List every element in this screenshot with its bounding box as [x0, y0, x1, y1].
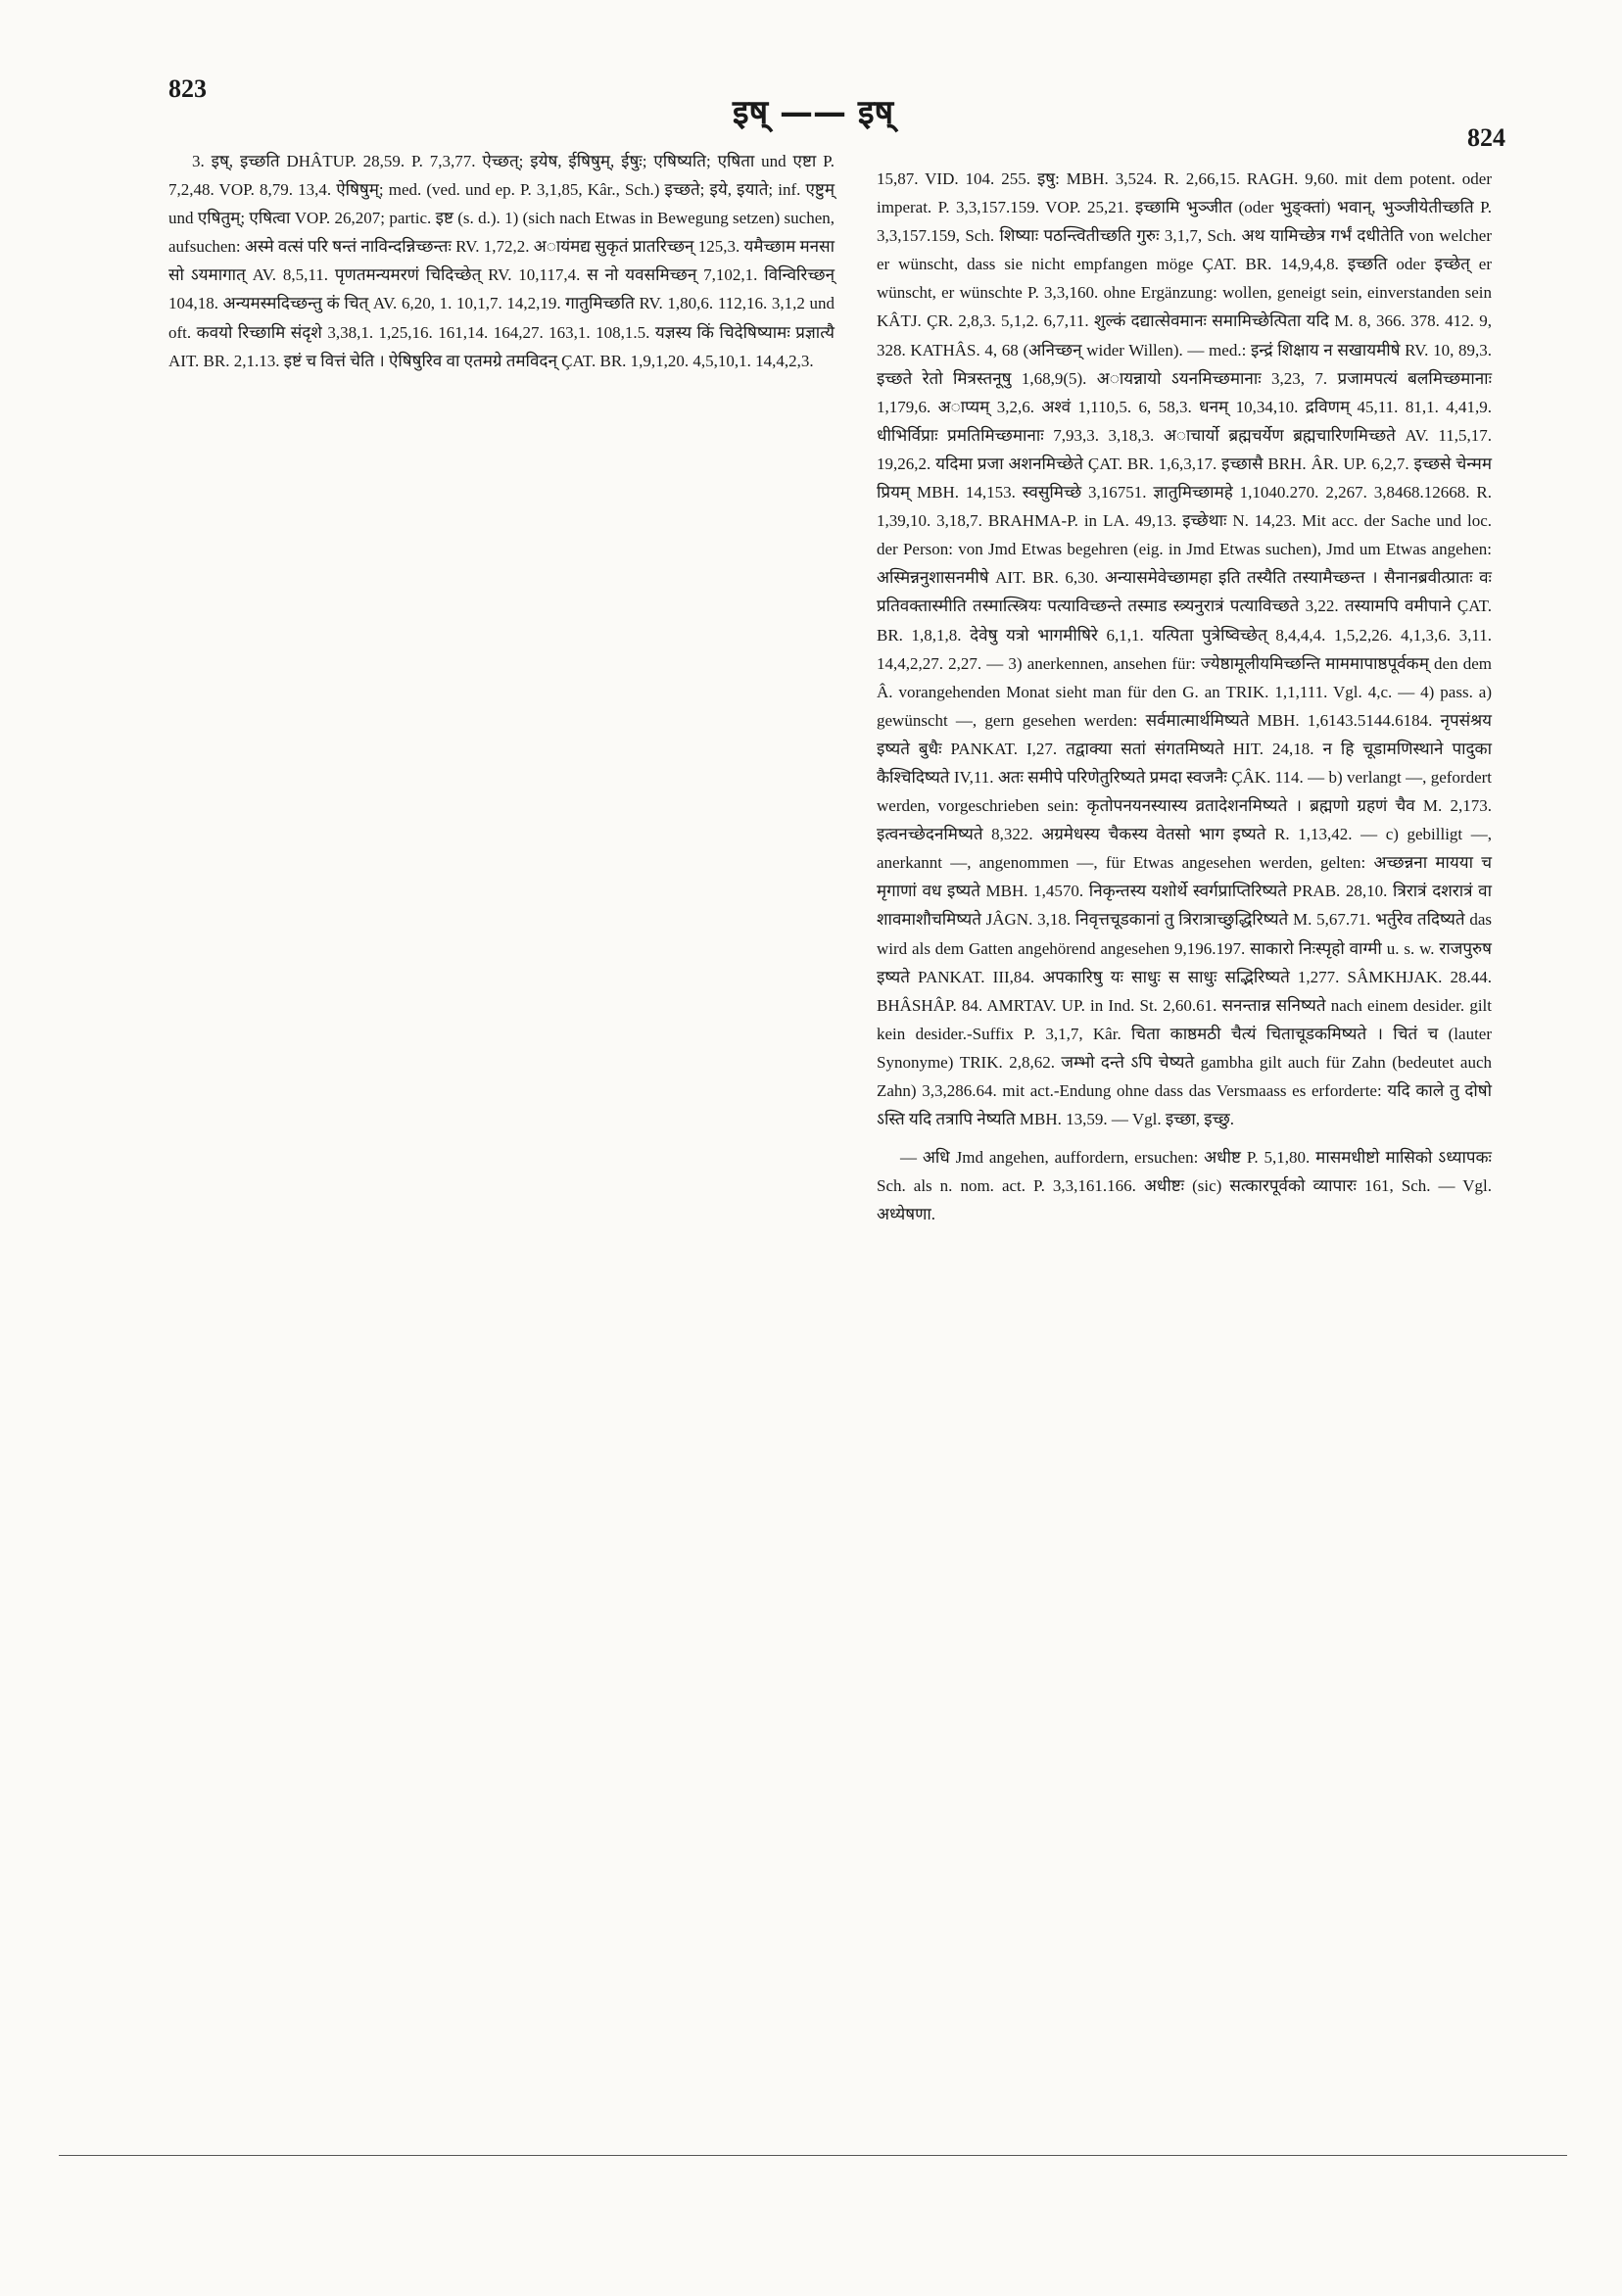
footer-rule — [59, 2155, 1567, 2156]
page-number-right: 824 — [1467, 123, 1505, 152]
page-number-left: 823 — [168, 74, 207, 103]
entry-paragraph: — अधि Jmd angehen, auffordern, ersuchen: अधीष्ट P. 5,1,80. मासमधीष्टो मासिको ऽध्यापकः Sch. als n. nom. act. P. 3,3,161.166. अधीष्टः (sic) सत्कारपूर्वको व्यापारः 161, Sch. — Vgl. अध्येषणा. — [877, 1148, 1492, 1224]
entry-paragraph: 15,87. VID. 104. 255. इषु: MBH. 3,524. R. 2,66,15. RAGH. 9,60. mit dem potent. oder imperat. P. 3,3,157.159. VOP. 25,21. इच्छामि भुञ्जीत (oder भुङ्क्तां) भवान्, भुञ्जीयेतीच्छति P. 3,3,157.159, Sch. शिष्याः पठन्त्वितीच्छति गुरुः 3,1,7, Sch. अथ यामिच्छेत्र गर्भं दधीतेति von welcher er wünscht, dass sie nicht empfangen möge ÇAT. BR. 14,9,4,8. इच्छति oder इच्छेत् er wünscht, er wünschte P. 3,3,160. ohne Ergänzung: wollen, geneigt sein, einverstanden sein KÂTJ. ÇR. 2,8,3. 5,1,2. 6,7,11. शुल्कं दद्यात्सेवमानः समामिच्छेत्पिता यदि M. 8, 366. 378. 412. 9, 328. KATHÂS. 4, 68 (अनिच्छन् wider Willen). — med.: इन्द्रं शिक्षाय न सखायमीषे RV. 10, 89,3. इच्छते रेतो मित्रस्तनूषु 1,68,9(5). अायन्नायो ऽयनमिच्छमानाः 3,23, 7. प्रजामपत्यं बलमिच्छमानाः 1,179,6. अाप्यम् 3,2,6. अश्वं 1,110,5. 6, 58,3. धनम् 10,34,10. द्रविणम् 45,11. 81,1. 4,41,9. धीभिर्विप्राः प्रमतिमिच्छमानाः 7,93,3. 3,18,3. अाचार्यो ब्रह्मचर्येण ब्रह्मचारिणमिच्छते AV. 11,5,17. 19,26,2. यदिमा प्रजा अशनमिच्छेते ÇAT. BR. 1,6,3,17. इच्छासै BRH. ÂR. UP. 6,2,7. इच्छसे चेन्मम प्रियम् MBH. 14,153. स्वसुमिच्छे 3,16751. ज्ञातुमिच्छामहे 1,1040.270. 2,267. 3,8468.12668. R. 1,39,10. 3,18,7. BRAHMA-P. in LA. 49,13. इच्छेथाः N. 14,23. Mit acc. der Sache und loc. der Person: von Jmd Etwas begehren (eig. in Jmd Etwas suchen), Jmd um Etwas angehen: अस्मिन्ननुशासनमीषे AIT. BR. 6,30. अन्यासमेवेच्छामहा इति तस्यैति तस्यामैच्छन्त । सैनानब्रवीत्प्रातः वः प्रतिवक्तास्मीति तस्मात्स्त्रियः पत्याविच्छन्ते तस्माड स्त्र्यनुरात्रं पत्याविच्छते 3,22. तस्यामपि वमीपाने ÇAT. BR. 1,8,1,8. देवेषु यत्रो भागमीषिरे 6,1,1. यत्पिता पुत्रेष्विच्छेत् 8,4,4,4. 1,5,2,26. 4,1,3,6. 3,11. 14,4,2,27. 2,27. — 3) anerkennen, ansehen für: ज्येष्ठामूलीयमिच्छन्ति माममापाष्ठपूर्वकम् den dem Â. vorangehenden Monat sieht man für den G. an TRIK. 1,1,111. Vgl. 4,c. — 4) pass. a) gewünscht —, gern gesehen werden: सर्वमात्मार्थमिष्यते MBH. 1,6143.5144.6184. नृपसंश्रय इष्यते बुधैः PANKAT. I,27. तद्वाक्या सतां संगतमिष्यते HIT. 24,18. न हि चूडामणिस्थाने पादुका कैश्चिदिष्यते IV,11. अतः समीपे परिणेतुरिष्यते प्रमदा स्वजनैः ÇÂK. 114. — b) verlangt —, gefordert werden, vorgeschrieben sein: कृतोपनयनस्यास्य व्रतादेशनमिष्यते । ब्रह्मणो ग्रहणं चैव M. 2,173. इत्वनच्छेदनमिष्यते 8,322. अग्रमेधस्य चैकस्य वेतसो भाग इष्यते R. 1,13,42. — c) gebilligt —, anerkannt —, angenommen —, für Etwas angesehen werden, gelten: अच्छन्नना मायया च मृगाणां वध इष्यते MBH. 1,4570. निकृन्तस्य यशोर्थे स्वर्गप्राप्तिरिष्यते PRAB. 28,10. त्रिरात्रं दशरात्रं वा शावमाशौचमिष्यते JÂGN. 3,18. निवृत्तचूडकानां तु त्रिरात्राच्छुद्धिरिष्यते M. 5,67.71. भर्तुरेव तदिष्यते das wird als dem Gatten angehörend angesehen 9,196.197. साकारो निःस्पृहो वाग्मी u. s. w. राजपुरुष इष्यते PANKAT. III,84. अपकारिषु यः साधुः स साधुः सद्भिरिष्यते 1,277. SÂMKHJAK. 28.44. BHÂSHÂP. 84. AMRTAV. UP. in Ind. St. 2,60.61. सनन्तान्न सनिष्यते nach einem desider. gilt kein desider.-Suffix P. 3,1,7, Kâr. चिता काष्ठमठी चैत्यं चिताचूडकमिष्यते । चितं च (lauter Synonyme) TRIK. 2,8,62. जम्भो दन्ते ऽपि चेष्यते gambha gilt auch für Zahn (bedeutet auch Zahn) 3,3,286.64. mit act.-Endung ohne dass das Versmaass es erforderte: यदि काले तु दोषो ऽस्ति यदि तत्रापि नेष्यति MBH. 13,59. — Vgl. इच्छा, इच्छु. — [877, 169, 1492, 1129]
entry-paragraph: 3. इष्, इच्छति DHÂTUP. 28,59. P. 7,3,77. ऐच्छत्; इयेष, ईषिषुम्, ईषुः; एषिष्यति; एषिता und एष्टा P. 7,2,48. VOP. 8,79. 13,4. ऐषिषुम्; med. (ved. und ep. P. 3,1,85, Kâr., Sch.) इच्छते; इये, इयाते; inf. एष्टुम् und एषितुम्; एषित्वा VOP. 26,207; partic. इष्ट (s. d.). 1) (sich nach Etwas in Bewegung setzen) suchen, aufsuchen: अस्मे वत्सं परि षन्तं नाविन्दन्निच्छन्तः RV. 1,72,2. अायंमद्य सुकृतं प्रातरिच्छन् 125,3. यमैच्छाम मनसा सो ऽयमागात् AV. 8,5,11. पृणतमन्यमरणं चिदिच्छेत् RV. 10,117,4. स नो यवसमिच्छन् 7,102,1. विन्विरिच्छन् 104,18. अन्यमस्मदिच्छन्तु कं चित् AV. 6,20, 1. 10,1,7. 14,2,19. गातुमिच्छति RV. 1,80,6. 112,16. 3,1,2 und oft. कवयो रिच्छामि संदृशे 3,38,1. 1,25,16. 161,14. 164,27. 163,1. 108,1.5. यज्ञस्य किं चिदेषिष्यामः प्रज्ञात्यै AIT. BR. 2,1.13. इष्टं च वित्तं चेति । ऐषिषुरिव वा एतमग्रे तमविदन् ÇAT. BR. 1,9,1,20. 4,5,10,1. 14,4,2,3. — [168, 152, 835, 370]
left-column — [168, 147, 835, 385]
running-headword: इष् —— इष् — [732, 93, 894, 132]
right-column — [877, 165, 1492, 1238]
